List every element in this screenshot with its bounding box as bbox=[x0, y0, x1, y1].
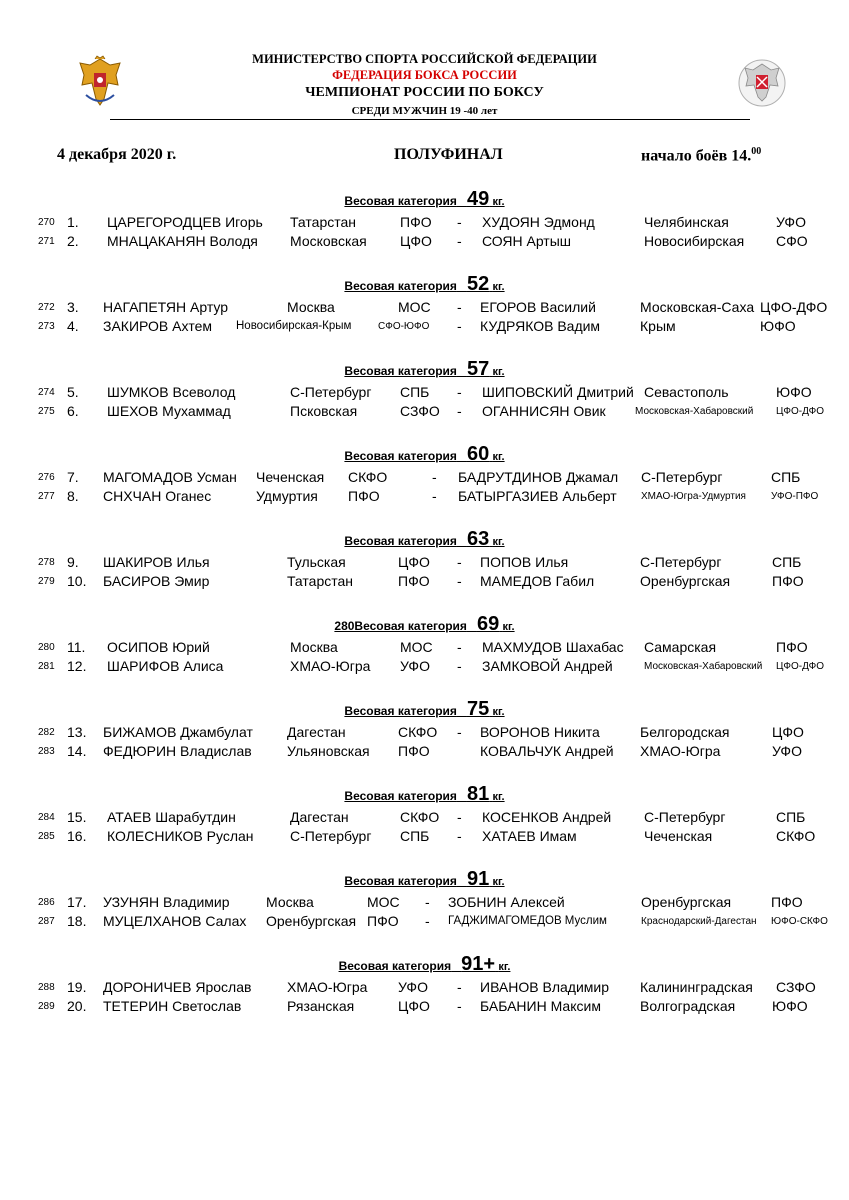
boxer-a-district: СПБ bbox=[400, 384, 430, 400]
row-number: 273 bbox=[38, 321, 55, 332]
weight-category-heading bbox=[0, 358, 849, 381]
vs-dash: - bbox=[432, 469, 437, 485]
weight-category-heading bbox=[0, 868, 849, 891]
boxer-a-district: ЦФО bbox=[400, 233, 432, 249]
bout-number: 20. bbox=[67, 998, 87, 1014]
boxer-b-district: ЮФО bbox=[776, 384, 812, 400]
boxer-a-region: Татарстан bbox=[290, 214, 357, 230]
category-unit: кг. bbox=[498, 961, 511, 973]
boxer-a-region: Дагестан bbox=[287, 724, 346, 740]
boxer-a-name: ШУМКОВ Всеволод bbox=[107, 384, 236, 400]
row-number: 281 bbox=[38, 661, 55, 672]
vs-dash: - bbox=[457, 639, 462, 655]
category-weight: 63 bbox=[466, 528, 490, 550]
boxer-a-name: ТЕТЕРИН Светослав bbox=[103, 998, 242, 1014]
weight-category-heading bbox=[0, 953, 849, 976]
vs-dash: - bbox=[425, 894, 430, 910]
boxer-a-district: МОС bbox=[398, 299, 431, 315]
boxer-a-name: БИЖАМОВ Джамбулат bbox=[103, 724, 253, 740]
boxer-a-name: НАГАПЕТЯН Артур bbox=[103, 299, 229, 315]
boxer-b-region: Московская-Хабаровский bbox=[644, 661, 763, 672]
vs-dash: - bbox=[457, 214, 462, 230]
category-label: Весовая категория bbox=[344, 194, 457, 208]
boxer-a-district: СФО-ЮФО bbox=[378, 321, 430, 332]
boxer-b-name: ИВАНОВ Владимир bbox=[480, 979, 610, 995]
vs-dash: - bbox=[457, 658, 462, 674]
boxer-a-region: С-Петербург bbox=[290, 828, 372, 844]
boxer-b-region: С-Петербург bbox=[644, 809, 726, 825]
boxer-a-district: УФО bbox=[398, 979, 428, 995]
boxer-b-region: Самарская bbox=[644, 639, 717, 655]
boxer-b-region: Московская-Саха bbox=[640, 299, 755, 315]
start-time-label: начало боёв 14. bbox=[641, 147, 752, 165]
championship-subtitle: СРЕДИ МУЖЧИН 19 -40 лет bbox=[351, 105, 498, 117]
category-label: Весовая категория bbox=[344, 279, 457, 293]
weight-category-heading bbox=[0, 698, 849, 721]
bout-number: 6. bbox=[67, 403, 79, 419]
boxer-b-district: ЮФО bbox=[772, 998, 808, 1014]
weight-category-heading bbox=[0, 783, 849, 806]
boxer-a-district: ПФО bbox=[367, 913, 399, 929]
row-number: 285 bbox=[38, 831, 55, 842]
category-label: Весовая категория bbox=[344, 789, 457, 803]
category-label: Весовая категория bbox=[344, 874, 457, 888]
boxer-b-district: СФО bbox=[776, 233, 808, 249]
bout-number: 8. bbox=[67, 488, 79, 504]
boxer-a-district: СПБ bbox=[400, 828, 430, 844]
boxer-a-region: Новосибирская-Крым bbox=[236, 320, 352, 332]
category-label: Весовая категория bbox=[344, 449, 457, 463]
bout-number: 4. bbox=[67, 318, 79, 334]
boxer-a-region: Тульская bbox=[287, 554, 346, 570]
boxer-b-district: ПФО bbox=[772, 573, 804, 589]
boxer-b-district: УФО-ПФО bbox=[771, 491, 819, 502]
boxer-b-name: ОГАННИСЯН Овик bbox=[482, 403, 606, 419]
row-number: 272 bbox=[38, 302, 55, 313]
boxer-a-district: ЦФО bbox=[398, 998, 430, 1014]
bout-number: 18. bbox=[67, 913, 87, 929]
boxer-b-region: ХМАО-Югра bbox=[640, 743, 721, 759]
category-label: Весовая категория bbox=[344, 534, 457, 548]
bout-number: 12. bbox=[67, 658, 87, 674]
boxer-b-name: ПОПОВ Илья bbox=[480, 554, 569, 570]
row-number: 280 bbox=[38, 642, 55, 653]
boxer-a-name: ДОРОНИЧЕВ Ярослав bbox=[103, 979, 252, 995]
boxer-a-district: МОС bbox=[367, 894, 400, 910]
category-weight: 52 bbox=[466, 273, 490, 295]
boxer-b-name: КОСЕНКОВ Андрей bbox=[482, 809, 612, 825]
boxer-a-district: ПФО bbox=[348, 488, 380, 504]
boxer-a-district: МОС bbox=[400, 639, 433, 655]
vs-dash: - bbox=[457, 573, 462, 589]
boxer-b-name: ЗОБНИН Алексей bbox=[448, 894, 565, 910]
boxer-a-name: ЗАКИРОВ Ахтем bbox=[103, 318, 213, 334]
bout-number: 7. bbox=[67, 469, 79, 485]
bout-number: 13. bbox=[67, 724, 87, 740]
boxer-b-region: Белгородская bbox=[640, 724, 730, 740]
boxer-b-region: Оренбургская bbox=[640, 573, 731, 589]
category-weight: 81 bbox=[466, 783, 490, 805]
boxer-b-district: СПБ bbox=[772, 554, 802, 570]
category-weight: 57 bbox=[466, 358, 490, 380]
boxer-b-name: ЗАМКОВОЙ Андрей bbox=[482, 658, 613, 674]
bout-number: 9. bbox=[67, 554, 79, 570]
category-unit: кг. bbox=[492, 366, 505, 378]
boxer-a-region: Удмуртия bbox=[256, 488, 318, 504]
boxer-b-district: ЮФО-СКФО bbox=[771, 916, 828, 927]
row-number: 270 bbox=[38, 217, 55, 228]
boxer-b-district: ЦФО-ДФО bbox=[760, 299, 828, 315]
boxer-b-district: СПБ bbox=[776, 809, 806, 825]
vs-dash: - bbox=[457, 403, 462, 419]
boxer-a-name: МУЦЕЛХАНОВ Салах bbox=[103, 913, 247, 929]
row-number: 288 bbox=[38, 982, 55, 993]
row-number: 278 bbox=[38, 557, 55, 568]
vs-dash: - bbox=[457, 828, 462, 844]
boxer-a-district: СЗФО bbox=[400, 403, 440, 419]
boxer-b-name: КУДРЯКОВ Вадим bbox=[480, 318, 601, 334]
boxer-a-name: ОСИПОВ Юрий bbox=[107, 639, 210, 655]
bout-number: 10. bbox=[67, 573, 87, 589]
boxer-b-region: Крым bbox=[640, 318, 676, 334]
boxer-a-name: УЗУНЯН Владимир bbox=[103, 894, 230, 910]
boxer-b-name: ШИПОВСКИЙ Дмитрий bbox=[482, 384, 634, 400]
boxer-b-name: ГАДЖИМАГОМЕДОВ Муслим bbox=[448, 915, 607, 927]
boxer-b-region: С-Петербург bbox=[640, 554, 722, 570]
vs-dash: - bbox=[457, 233, 462, 249]
boxer-b-name: БАБАНИН Максим bbox=[480, 998, 601, 1014]
bout-number: 1. bbox=[67, 214, 79, 230]
boxer-b-district: УФО bbox=[772, 743, 802, 759]
category-label: 280Весовая категория bbox=[334, 619, 467, 633]
bout-number: 5. bbox=[67, 384, 79, 400]
boxer-a-region: Чеченская bbox=[256, 469, 325, 485]
boxer-b-name: ХАТАЕВ Имам bbox=[482, 828, 577, 844]
boxer-b-name: ВОРОНОВ Никита bbox=[480, 724, 600, 740]
vs-dash: - bbox=[425, 913, 430, 929]
category-unit: кг. bbox=[492, 706, 505, 718]
vs-dash: - bbox=[457, 384, 462, 400]
vs-dash: - bbox=[457, 318, 462, 334]
championship-title: ЧЕМПИОНАТ РОССИИ ПО БОКСУ bbox=[305, 85, 544, 100]
boxer-b-name: БАТЫРГАЗИЕВ Альберт bbox=[458, 488, 617, 504]
bout-number: 16. bbox=[67, 828, 87, 844]
boxer-a-district: СКФО bbox=[398, 724, 438, 740]
row-number: 274 bbox=[38, 387, 55, 398]
boxer-a-name: ШЕХОВ Мухаммад bbox=[107, 403, 231, 419]
category-weight: 49 bbox=[466, 188, 490, 210]
category-unit: кг. bbox=[502, 621, 515, 633]
boxer-a-region: Москва bbox=[287, 299, 335, 315]
row-number: 284 bbox=[38, 812, 55, 823]
boxer-a-region: Ульяновская bbox=[287, 743, 370, 759]
category-unit: кг. bbox=[492, 451, 505, 463]
bout-number: 15. bbox=[67, 809, 87, 825]
category-unit: кг. bbox=[492, 791, 505, 803]
bout-number: 3. bbox=[67, 299, 79, 315]
category-label: Весовая категория bbox=[344, 704, 457, 718]
boxer-b-district: ЮФО bbox=[760, 318, 796, 334]
boxer-b-region: С-Петербург bbox=[641, 469, 723, 485]
boxer-b-region: Новосибирская bbox=[644, 233, 745, 249]
boxer-a-district: СКФО bbox=[400, 809, 440, 825]
bout-number: 14. bbox=[67, 743, 87, 759]
boxer-b-district: ЦФО-ДФО bbox=[776, 661, 825, 672]
ministry-title: МИНИСТЕРСТВО СПОРТА РОССИЙСКОЙ ФЕДЕРАЦИИ bbox=[252, 52, 597, 66]
vs-dash: - bbox=[457, 979, 462, 995]
boxer-a-name: КОЛЕСНИКОВ Руслан bbox=[107, 828, 254, 844]
boxer-a-district: ЦФО bbox=[398, 554, 430, 570]
start-time bbox=[641, 146, 761, 165]
boxer-a-district: ПФО bbox=[398, 743, 430, 759]
category-weight: 91 bbox=[466, 868, 490, 890]
category-label: Весовая категория bbox=[338, 959, 452, 973]
boxer-a-district: ПФО bbox=[400, 214, 432, 230]
boxer-a-region: ХМАО-Югра bbox=[290, 658, 371, 674]
row-number: 279 bbox=[38, 576, 55, 587]
row-number: 287 bbox=[38, 916, 55, 927]
row-number: 271 bbox=[38, 236, 55, 247]
vs-dash: - bbox=[457, 809, 462, 825]
boxer-b-district: ПФО bbox=[776, 639, 808, 655]
category-unit: кг. bbox=[492, 876, 505, 888]
federation-title: ФЕДЕРАЦИЯ БОКСА РОССИИ bbox=[332, 68, 517, 82]
row-number: 286 bbox=[38, 897, 55, 908]
weight-category-heading bbox=[0, 528, 849, 551]
row-number: 289 bbox=[38, 1001, 55, 1012]
boxer-a-name: ШАКИРОВ Илья bbox=[103, 554, 210, 570]
boxer-b-region: Московская-Хабаровский bbox=[635, 406, 754, 417]
boxer-b-region: Оренбургская bbox=[641, 894, 732, 910]
boxer-b-district: СЗФО bbox=[776, 979, 816, 995]
weight-category-heading bbox=[0, 613, 849, 636]
category-unit: кг. bbox=[492, 536, 505, 548]
boxer-a-name: МАГОМАДОВ Усман bbox=[103, 469, 237, 485]
boxer-b-region: Волгоградская bbox=[640, 998, 736, 1014]
boxer-b-district: ПФО bbox=[771, 894, 803, 910]
header-divider bbox=[110, 119, 750, 120]
row-number: 283 bbox=[38, 746, 55, 757]
boxer-a-region: Оренбургская bbox=[266, 913, 357, 929]
boxer-a-region: Московская bbox=[290, 233, 367, 249]
weight-category-heading bbox=[0, 188, 849, 211]
boxer-a-region: Татарстан bbox=[287, 573, 354, 589]
boxer-a-region: Москва bbox=[290, 639, 338, 655]
boxer-a-region: Псковская bbox=[290, 403, 358, 419]
bout-number: 11. bbox=[67, 639, 86, 655]
boxer-a-name: АТАЕВ Шарабутдин bbox=[107, 809, 236, 825]
category-weight: 69 bbox=[476, 613, 500, 635]
category-label: Весовая категория bbox=[344, 364, 457, 378]
boxer-a-region: С-Петербург bbox=[290, 384, 372, 400]
vs-dash: - bbox=[457, 554, 462, 570]
boxer-a-district: УФО bbox=[400, 658, 430, 674]
boxer-b-region: Севастополь bbox=[644, 384, 729, 400]
row-number: 277 bbox=[38, 491, 55, 502]
vs-dash: - bbox=[457, 299, 462, 315]
category-weight: 75 bbox=[466, 698, 490, 720]
event-date: 4 декабря 2020 г. bbox=[57, 146, 177, 163]
row-number: 276 bbox=[38, 472, 55, 483]
boxer-b-name: СОЯН Артыш bbox=[482, 233, 572, 249]
bout-number: 17. bbox=[67, 894, 87, 910]
boxer-b-region: Челябинская bbox=[644, 214, 729, 230]
weight-category-heading bbox=[0, 443, 849, 466]
boxer-b-name: БАДРУТДИНОВ Джамал bbox=[458, 469, 619, 485]
start-time-minutes: 00 bbox=[751, 146, 762, 157]
boxer-a-region: Дагестан bbox=[290, 809, 349, 825]
boxer-a-name: ФЕДЮРИН Владислав bbox=[103, 743, 252, 759]
boxer-b-district: СКФО bbox=[776, 828, 816, 844]
boxer-b-district: СПБ bbox=[771, 469, 801, 485]
boxer-a-name: СНХЧАН Оганес bbox=[103, 488, 212, 504]
boxer-b-name: ХУДОЯН Эдмонд bbox=[482, 214, 595, 230]
boxer-a-name: МНАЦАКАНЯН Володя bbox=[107, 233, 258, 249]
boxer-a-name: ШАРИФОВ Алиса bbox=[107, 658, 224, 674]
boxer-b-name: ЕГОРОВ Василий bbox=[480, 299, 596, 315]
boxer-b-district: ЦФО-ДФО bbox=[776, 406, 825, 417]
boxer-b-name: МАХМУДОВ Шахабас bbox=[482, 639, 624, 655]
boxer-b-name: МАМЕДОВ Габил bbox=[480, 573, 595, 589]
boxer-b-region: ХМАО-Югра-Удмуртия bbox=[641, 491, 746, 502]
category-unit: кг. bbox=[492, 281, 505, 293]
category-weight: 60 bbox=[466, 443, 490, 465]
boxer-a-region: Москва bbox=[266, 894, 314, 910]
boxer-a-region: Рязанская bbox=[287, 998, 355, 1014]
boxer-b-district: ЦФО bbox=[772, 724, 804, 740]
boxer-a-district: СКФО bbox=[348, 469, 388, 485]
boxer-b-region: Чеченская bbox=[644, 828, 713, 844]
boxer-b-name: КОВАЛЬЧУК Андрей bbox=[480, 743, 614, 759]
category-unit: кг. bbox=[492, 196, 505, 208]
bout-number: 19. bbox=[67, 979, 87, 995]
boxer-a-name: ЦАРЕГОРОДЦЕВ Игорь bbox=[107, 214, 263, 230]
boxer-b-district: УФО bbox=[776, 214, 806, 230]
row-number: 282 bbox=[38, 727, 55, 738]
boxer-a-region: ХМАО-Югра bbox=[287, 979, 368, 995]
boxer-a-name: БАСИРОВ Эмир bbox=[103, 573, 210, 589]
vs-dash: - bbox=[457, 998, 462, 1014]
weight-category-heading bbox=[0, 273, 849, 296]
category-weight: 91+ bbox=[461, 953, 496, 975]
boxer-b-region: Краснодарский-Дагестан bbox=[641, 916, 757, 927]
vs-dash: - bbox=[457, 724, 462, 740]
boxer-b-region: Калининградская bbox=[640, 979, 753, 995]
bout-number: 2. bbox=[67, 233, 79, 249]
row-number: 275 bbox=[38, 406, 55, 417]
boxer-a-district: ПФО bbox=[398, 573, 430, 589]
vs-dash: - bbox=[432, 488, 437, 504]
stage-title: ПОЛУФИНАЛ bbox=[394, 146, 503, 163]
